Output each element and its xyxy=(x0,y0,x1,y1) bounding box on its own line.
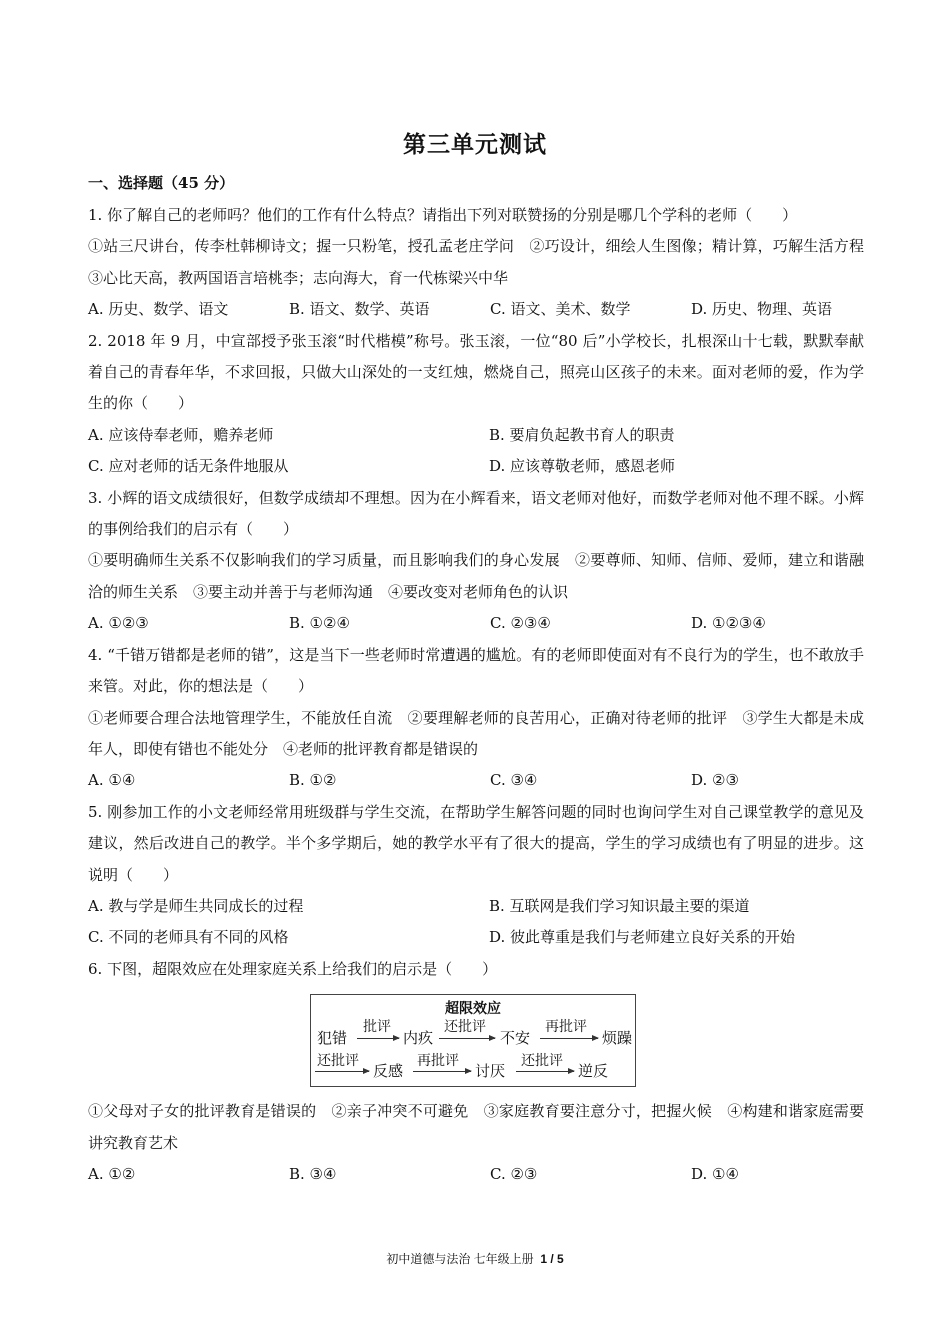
option-c[interactable]: C. ②③ xyxy=(490,1164,538,1183)
diagram-node: 逆反 xyxy=(578,1062,609,1081)
option-d[interactable]: D. 彼此尊重是我们与老师建立良好关系的开始 xyxy=(489,928,796,947)
diagram-arrow-label: 还批评 xyxy=(317,1053,359,1070)
diagram-node: 讨厌 xyxy=(475,1062,506,1081)
option-a[interactable]: A. ①② xyxy=(88,1164,136,1183)
arrow-icon xyxy=(357,1038,399,1039)
diagram-node: 犯错 xyxy=(317,1029,348,1048)
question-stem: 6. 下图，超限效应在处理家庭关系上给我们的启示是（ ） xyxy=(88,959,498,978)
question-stem: 2. 2018 年 9 月，中宣部授予张玉滚“时代楷模”称号。张玉滚，一位“80 后”小学校长，扎根深山十七载，默默奉献着自己的青春年华，不求回报，只做大山深处的一支红烛，燃烧自己，照亮山区孩子的未来。面对老师的爱，作为学生的你（ ） xyxy=(88,331,864,413)
options-row xyxy=(88,765,864,796)
question-2 xyxy=(88,326,864,483)
diagram-arrow-label: 再批评 xyxy=(417,1053,459,1070)
options-row xyxy=(88,891,864,922)
questions-area xyxy=(88,200,880,1190)
option-c[interactable]: C. ②③④ xyxy=(490,614,551,633)
options-row xyxy=(88,1159,864,1190)
option-b[interactable]: B. ③④ xyxy=(289,1164,337,1183)
option-a[interactable]: A. ①②③ xyxy=(88,614,149,633)
arrow-icon xyxy=(413,1071,471,1072)
arrow-icon xyxy=(439,1038,495,1039)
option-c[interactable]: C. 语文、美术、数学 xyxy=(490,300,631,319)
option-b[interactable]: B. 要肩负起教书育人的职责 xyxy=(489,425,675,444)
option-d[interactable]: D. 应该尊敬老师，感恩老师 xyxy=(489,457,676,476)
diagram-title: 超限效应 xyxy=(445,1001,501,1018)
question-items: ①父母对子女的批评教育是错误的 ②亲子冲突不可避免 ③家庭教育要注意分寸，把握火候 ④构建和谐家庭需要讲究教育艺术 xyxy=(88,1102,864,1152)
options-row xyxy=(88,608,864,639)
option-d[interactable]: D. ①④ xyxy=(691,1164,739,1183)
option-a[interactable]: A. 历史、数学、语文 xyxy=(88,300,229,319)
option-c[interactable]: C. ③④ xyxy=(490,771,538,790)
question-3 xyxy=(88,483,864,640)
arrow-icon xyxy=(540,1038,598,1039)
question-4 xyxy=(88,640,864,797)
page-number: 1 / 5 xyxy=(540,1252,564,1266)
option-b[interactable]: B. ①②④ xyxy=(289,614,350,633)
option-a[interactable]: A. ①④ xyxy=(88,771,136,790)
option-d[interactable]: D. ①②③④ xyxy=(691,614,766,633)
option-c[interactable]: C. 不同的老师具有不同的风格 xyxy=(88,928,289,947)
page-footer xyxy=(0,1250,950,1267)
question-items: ①老师要合理合法地管理学生，不能放任自流 ②要理解老师的良苦用心，正确对待老师的批评 ③学生大都是未成年人，即使有错也不能处分 ④老师的批评教育都是错误的 xyxy=(88,708,864,758)
arrow-icon xyxy=(315,1071,369,1072)
diagram-node: 内疚 xyxy=(403,1029,434,1048)
question-items: ①要明确师生关系不仅影响我们的学习质量，而且影响我们的身心发展 ②要尊师、知师、信师、爱师，建立和谐融洽的师生关系 ③要主动并善于与老师沟通 ④要改变对老师角色的认识 xyxy=(88,551,864,601)
question-1 xyxy=(88,200,880,326)
section-heading: 一、选择题（45 分） xyxy=(88,174,235,192)
diagram-arrow-label: 还批评 xyxy=(444,1019,486,1036)
overlimit-effect-diagram xyxy=(310,994,636,1087)
options-row xyxy=(88,420,864,451)
option-d[interactable]: D. 历史、物理、英语 xyxy=(691,300,833,319)
option-a[interactable]: A. 教与学是师生共同成长的过程 xyxy=(88,896,304,915)
options-row xyxy=(88,294,864,325)
option-c[interactable]: C. 应对老师的话无条件地服从 xyxy=(88,457,289,476)
diagram-arrow-label: 还批评 xyxy=(521,1053,563,1070)
diagram-node: 烦躁 xyxy=(602,1029,633,1048)
question-stem: 3. 小辉的语文成绩很好，但数学成绩却不理想。因为在小辉看来，语文老师对他好，而数学老师对他不理不睬。小辉的事例给我们的启示有（ ） xyxy=(88,488,864,539)
footer-text: 初中道德与法治 七年级上册 xyxy=(386,1252,534,1266)
question-6 xyxy=(88,954,864,1191)
page-title: 第三单元测试 xyxy=(403,131,547,158)
option-d[interactable]: D. ②③ xyxy=(691,771,739,790)
arrow-icon xyxy=(516,1071,574,1072)
question-stem: 5. 刚参加工作的小文老师经常用班级群与学生交流，在帮助学生解答问题的同时也询问学生对自己课堂教学的意见及建议，然后改进自己的教学。半个多学期后，她的教学水平有了很大的提高，学生的学习成绩也有了明显的进步。这说明（ ） xyxy=(88,802,864,884)
diagram-node: 不安 xyxy=(500,1029,531,1048)
question-items: ①站三尺讲台，传李杜韩柳诗文；握一只粉笔，授孔孟老庄学问 ②巧设计，细绘人生图像；精计算，巧解生活方程 ③心比天高，教两国语言培桃李；志向海大，育一代栋梁兴中华 xyxy=(88,237,880,287)
diagram-arrow-label: 批评 xyxy=(363,1019,391,1036)
option-b[interactable]: B. 语文、数学、英语 xyxy=(289,300,430,319)
question-stem: 1. 你了解自己的老师吗？他们的工作有什么特点？请指出下列对联赞扬的分别是哪几个学科的老师（ ） xyxy=(88,206,798,224)
diagram-node: 反感 xyxy=(373,1062,404,1081)
diagram-arrow-label: 再批评 xyxy=(545,1019,587,1036)
option-a[interactable]: A. 应该侍奉老师，赡养老师 xyxy=(88,425,274,444)
option-b[interactable]: B. 互联网是我们学习知识最主要的渠道 xyxy=(489,896,750,915)
question-stem: 4. “千错万错都是老师的错”，这是当下一些老师时常遭遇的尴尬。有的老师即使面对有不良行为的学生，也不敢放手来管。对此，你的想法是（ ） xyxy=(88,645,864,696)
options-row xyxy=(88,922,864,953)
options-row xyxy=(88,451,864,482)
question-5 xyxy=(88,797,864,954)
option-b[interactable]: B. ①② xyxy=(289,771,337,790)
